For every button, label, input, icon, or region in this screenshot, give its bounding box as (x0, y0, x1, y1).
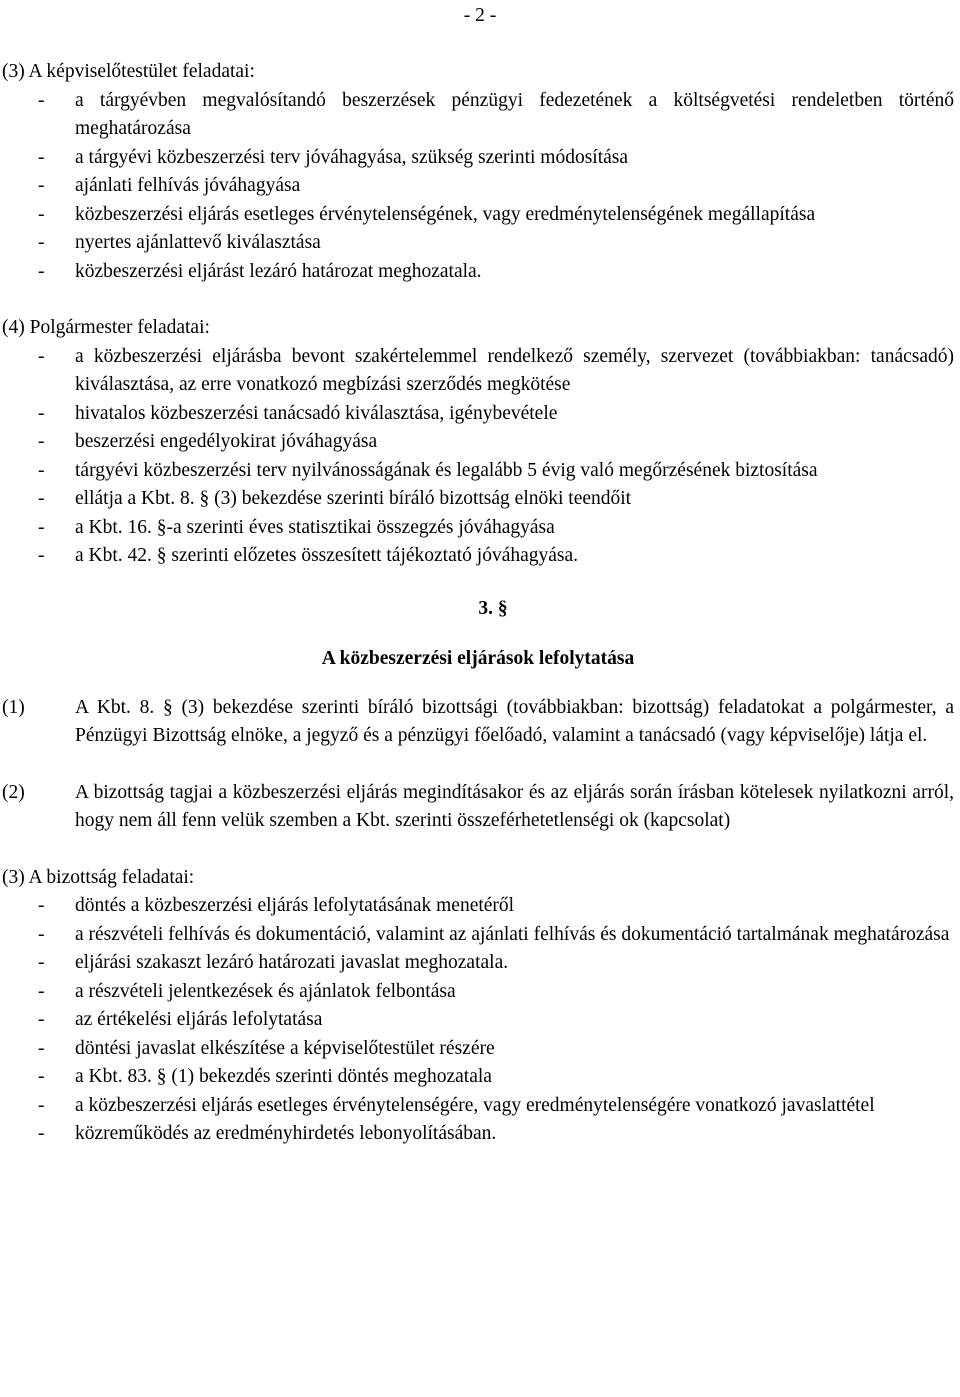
list-item: - nyertes ajánlattevő kiválasztása (2, 229, 954, 258)
list-item: - a részvételi felhívás és dokumentáció, valamint az ajánlati felhívás és dokumentáció tartalmának meghatározása (2, 921, 954, 950)
task-list (2, 87, 954, 287)
document-body (2, 58, 954, 1149)
section-heading: (3) A bizottság feladatai: (2, 866, 195, 888)
task-list (2, 892, 954, 1149)
list-item: - a tárgyévi közbeszerzési terv jóváhagyása, szükség szerinti módosítása (2, 144, 954, 173)
list-item: - döntés a közbeszerzési eljárás lefolytatásának menetéről (2, 892, 954, 921)
list-item: - közbeszerzési eljárást lezáró határozat meghozatala. (2, 258, 954, 287)
list-item: - a közbeszerzési eljárás esetleges érvénytelenségére, vagy eredménytelenségére vonatkozó javaslattétel (2, 1092, 954, 1121)
list-item: - a közbeszerzési eljárásba bevont szakértelemmel rendelkező személy, szervezet (továbbiakban: tanácsadó) kiválasztása, az erre vonatkozó megbízási szerződés megkötése (2, 343, 954, 400)
list-item: - tárgyévi közbeszerzési terv nyilvánosságának és legalább 5 évig való megőrzésének biztosítása (2, 457, 954, 486)
section-heading: (3) A képviselőtestület feladatai: (2, 61, 255, 82)
list-item: - a Kbt. 42. § szerinti előzetes összesített tájékoztató jóváhagyása. (2, 542, 954, 571)
task-list (2, 343, 954, 571)
list-item: - döntési javaslat elkészítése a képviselőtestület részére (2, 1035, 954, 1064)
list-item: - a részvételi jelentkezések és ajánlatok felbontása (2, 978, 954, 1007)
section-4-polgarmester (2, 314, 954, 571)
list-item: - ellátja a Kbt. 8. § (3) bekezdése szerinti bíráló bizottság elnöki teendőit (2, 485, 954, 514)
list-item: - ajánlati felhívás jóváhagyása (2, 172, 954, 201)
list-item: - az értékelési eljárás lefolytatása (2, 1006, 954, 1035)
paragraph-text: A Kbt. 8. § (3) bekezdése szerinti bíráló bizottsági (továbbiakban: bizottság) feladatokat a polgármester, a Pénzügyi Bizottság elnöke, a jegyző és a pénzügyi főelőadó, valamint a tanácsadó (vagy képviselője) látja el. (75, 696, 954, 746)
list-item: - hivatalos közbeszerzési tanácsadó kiválasztása, igénybevétele (2, 400, 954, 429)
section-3-bizottsag (2, 864, 954, 1149)
list-item: - közbeszerzési eljárás esetleges érvénytelenségének, vagy eredménytelenségének megállapítása (2, 201, 954, 230)
list-item: - közreműködés az eredményhirdetés lebonyolításában. (2, 1120, 954, 1149)
list-item: - a tárgyévben megvalósítandó beszerzések pénzügyi fedezetének a költségvetési rendeletben történő meghatározása (2, 87, 954, 144)
section-heading: (4) Polgármester feladatai: (2, 317, 210, 338)
section-3-kepviselotestulet (2, 58, 954, 286)
list-item: - a Kbt. 83. § (1) bekezdés szerinti döntés meghozatala (2, 1063, 954, 1092)
list-item: - a Kbt. 16. §-a szerinti éves statisztikai összegzés jóváhagyása (2, 514, 954, 543)
chapter-number: 3. § (478, 597, 508, 619)
paragraph-2 (2, 779, 954, 836)
paragraph-1 (2, 694, 954, 751)
paragraph-number: (1) (2, 696, 25, 718)
chapter-title: A közbeszerzési eljárások lefolytatása (321, 648, 635, 669)
list-item: - eljárási szakaszt lezáró határozati javaslat meghozatala. (2, 949, 954, 978)
paragraph-text: A bizottság tagjai a közbeszerzési eljárás megindításakor és az eljárás során írásban kötelesek nyilatkozni arról, hogy nem áll fenn velük szemben a Kbt. szerinti összeférhetetlenségi ok (kapcsolat) (75, 781, 954, 831)
list-item: - beszerzési engedélyokirat jóváhagyása (2, 428, 954, 457)
paragraph-number: (2) (2, 781, 25, 803)
page-number: - 2 - (463, 5, 497, 26)
